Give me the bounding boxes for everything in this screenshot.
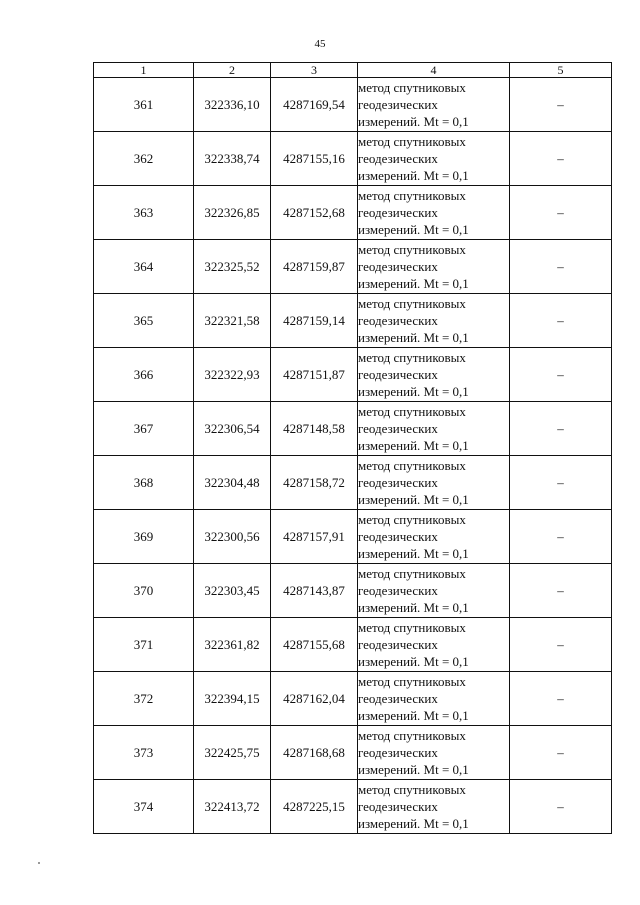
table-row: [94, 348, 612, 402]
point-number-cell: 369: [94, 510, 194, 564]
table-row: [94, 726, 612, 780]
method-cell: [358, 402, 510, 456]
y-coordinate-cell: 4287159,14: [271, 294, 358, 348]
point-number-cell: 364: [94, 240, 194, 294]
method-line: геодезических: [358, 97, 438, 112]
method-cell: [358, 240, 510, 294]
note-cell: –: [510, 240, 612, 294]
method-cell: [358, 186, 510, 240]
method-line: измерений. Mt = 0,1: [358, 762, 469, 777]
method-line: геодезических: [358, 583, 438, 598]
point-number-cell: 362: [94, 132, 194, 186]
x-coordinate-cell: 322300,56: [194, 510, 271, 564]
method-line: метод спутниковых: [358, 134, 466, 149]
method-line: измерений. Mt = 0,1: [358, 600, 469, 615]
x-coordinate-cell: 322325,52: [194, 240, 271, 294]
method-line: измерений. Mt = 0,1: [358, 816, 469, 831]
y-coordinate-cell: 4287162,04: [271, 672, 358, 726]
point-number-cell: 365: [94, 294, 194, 348]
method-line: геодезических: [358, 313, 438, 328]
note-cell: –: [510, 186, 612, 240]
point-number-cell: 374: [94, 780, 194, 834]
method-line: геодезических: [358, 637, 438, 652]
x-coordinate-cell: 322361,82: [194, 618, 271, 672]
point-number-cell: 370: [94, 564, 194, 618]
method-cell: [358, 294, 510, 348]
y-coordinate-cell: 4287157,91: [271, 510, 358, 564]
x-coordinate-cell: 322322,93: [194, 348, 271, 402]
point-number-cell: 361: [94, 78, 194, 132]
table-row: [94, 618, 612, 672]
method-cell: [358, 78, 510, 132]
method-cell: [358, 456, 510, 510]
note-cell: –: [510, 294, 612, 348]
method-line: геодезических: [358, 529, 438, 544]
point-number-cell: 368: [94, 456, 194, 510]
method-cell: [358, 726, 510, 780]
method-line: геодезических: [358, 367, 438, 382]
method-line: геодезических: [358, 691, 438, 706]
note-cell: –: [510, 132, 612, 186]
method-line: геодезических: [358, 475, 438, 490]
method-line: измерений. Mt = 0,1: [358, 276, 469, 291]
table-row: [94, 564, 612, 618]
method-line: измерений. Mt = 0,1: [358, 168, 469, 183]
x-coordinate-cell: 322413,72: [194, 780, 271, 834]
method-line: измерений. Mt = 0,1: [358, 708, 469, 723]
x-coordinate-cell: 322303,45: [194, 564, 271, 618]
method-line: метод спутниковых: [358, 620, 466, 635]
method-line: метод спутниковых: [358, 296, 466, 311]
method-cell: [358, 564, 510, 618]
x-coordinate-cell: 322336,10: [194, 78, 271, 132]
method-cell: [358, 132, 510, 186]
note-cell: –: [510, 672, 612, 726]
method-line: метод спутниковых: [358, 80, 466, 95]
x-coordinate-cell: 322326,85: [194, 186, 271, 240]
x-coordinate-cell: 322338,74: [194, 132, 271, 186]
table-row: [94, 672, 612, 726]
method-line: измерений. Mt = 0,1: [358, 330, 469, 345]
note-cell: –: [510, 780, 612, 834]
table-row: [94, 186, 612, 240]
coordinates-table: [93, 62, 612, 834]
table-row: [94, 240, 612, 294]
method-line: геодезических: [358, 205, 438, 220]
page-number: 45: [314, 38, 326, 50]
point-number-cell: 363: [94, 186, 194, 240]
note-cell: –: [510, 726, 612, 780]
x-coordinate-cell: 322304,48: [194, 456, 271, 510]
y-coordinate-cell: 4287143,87: [271, 564, 358, 618]
table-body: [94, 78, 612, 834]
x-coordinate-cell: 322306,54: [194, 402, 271, 456]
method-cell: [358, 618, 510, 672]
point-number-cell: 372: [94, 672, 194, 726]
table-header: [94, 63, 612, 78]
scan-speck: [38, 862, 40, 864]
note-cell: –: [510, 456, 612, 510]
note-cell: –: [510, 348, 612, 402]
method-cell: [358, 348, 510, 402]
method-line: измерений. Mt = 0,1: [358, 114, 469, 129]
y-coordinate-cell: 4287225,15: [271, 780, 358, 834]
note-cell: –: [510, 402, 612, 456]
point-number-cell: 367: [94, 402, 194, 456]
y-coordinate-cell: 4287151,87: [271, 348, 358, 402]
header-col-4: 4: [358, 63, 510, 78]
method-cell: [358, 672, 510, 726]
header-col-2: 2: [194, 63, 271, 78]
point-number-cell: 373: [94, 726, 194, 780]
y-coordinate-cell: 4287148,58: [271, 402, 358, 456]
header-row: [94, 63, 612, 78]
note-cell: –: [510, 510, 612, 564]
method-line: метод спутниковых: [358, 512, 466, 527]
point-number-cell: 366: [94, 348, 194, 402]
table-row: [94, 78, 612, 132]
note-cell: –: [510, 618, 612, 672]
table-row: [94, 294, 612, 348]
header-col-5: 5: [510, 63, 612, 78]
y-coordinate-cell: 4287158,72: [271, 456, 358, 510]
point-number-cell: 371: [94, 618, 194, 672]
method-line: измерений. Mt = 0,1: [358, 438, 469, 453]
method-cell: [358, 780, 510, 834]
method-line: измерений. Mt = 0,1: [358, 492, 469, 507]
method-line: измерений. Mt = 0,1: [358, 384, 469, 399]
method-line: измерений. Mt = 0,1: [358, 222, 469, 237]
y-coordinate-cell: 4287152,68: [271, 186, 358, 240]
y-coordinate-cell: 4287155,68: [271, 618, 358, 672]
table-row: [94, 780, 612, 834]
method-cell: [358, 510, 510, 564]
note-cell: –: [510, 78, 612, 132]
method-line: метод спутниковых: [358, 782, 466, 797]
method-line: метод спутниковых: [358, 728, 466, 743]
y-coordinate-cell: 4287159,87: [271, 240, 358, 294]
method-line: геодезических: [358, 799, 438, 814]
note-cell: –: [510, 564, 612, 618]
method-line: метод спутниковых: [358, 242, 466, 257]
method-line: метод спутниковых: [358, 458, 466, 473]
table-row: [94, 456, 612, 510]
x-coordinate-cell: 322394,15: [194, 672, 271, 726]
x-coordinate-cell: 322425,75: [194, 726, 271, 780]
method-line: измерений. Mt = 0,1: [358, 546, 469, 561]
table-row: [94, 402, 612, 456]
method-line: геодезических: [358, 745, 438, 760]
x-coordinate-cell: 322321,58: [194, 294, 271, 348]
method-line: метод спутниковых: [358, 566, 466, 581]
header-col-3: 3: [271, 63, 358, 78]
method-line: геодезических: [358, 259, 438, 274]
method-line: метод спутниковых: [358, 188, 466, 203]
method-line: метод спутниковых: [358, 404, 466, 419]
method-line: геодезических: [358, 151, 438, 166]
header-col-1: 1: [94, 63, 194, 78]
table-row: [94, 132, 612, 186]
method-line: метод спутниковых: [358, 674, 466, 689]
y-coordinate-cell: 4287169,54: [271, 78, 358, 132]
y-coordinate-cell: 4287168,68: [271, 726, 358, 780]
method-line: измерений. Mt = 0,1: [358, 654, 469, 669]
y-coordinate-cell: 4287155,16: [271, 132, 358, 186]
table-row: [94, 510, 612, 564]
method-line: геодезических: [358, 421, 438, 436]
method-line: метод спутниковых: [358, 350, 466, 365]
